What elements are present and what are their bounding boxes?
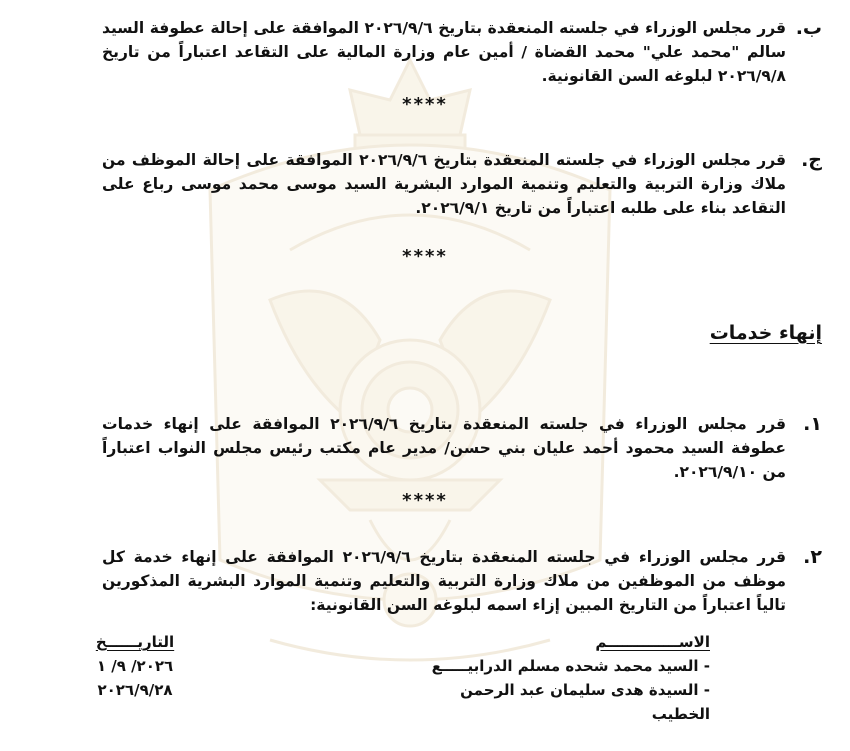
item-b-marker: ب. <box>795 17 822 39</box>
date-column-header: التاريــــــخ <box>95 633 175 651</box>
item-1 <box>102 412 822 484</box>
table-row <box>80 678 710 723</box>
section-heading: إنهاء خدمات <box>709 322 822 344</box>
table-header-row <box>80 630 710 654</box>
retirement-date: ٢٠٢٦/٩/٢٨ <box>97 681 173 699</box>
employee-name: - السيدة هدى سليمان عبد الرحمن الخطيب <box>460 681 710 723</box>
item-1-marker: ١. <box>803 413 822 435</box>
table-row <box>80 654 710 678</box>
separator-3: **** <box>402 490 448 511</box>
retirement-date: ٢٠٢٦/ ٩/ ١ <box>96 657 174 675</box>
item-2-text: قرر مجلس الوزراء في جلسته المنعقدة بتاريخ ٢٠٢٦/٩/٦ الموافقة على إنهاء خدمة كل موظف من الموظفين من ملاك وزارة التربية والتعليم وتنمية الموارد البشرية المذكورين تالياً اعتباراً من التاريخ المبين إزاء اسمه لبلوغه السن القانونية: <box>102 548 786 614</box>
separator-2: **** <box>402 246 448 267</box>
retirees-table <box>80 630 710 723</box>
item-b-text: قرر مجلس الوزراء في جلسته المنعقدة بتاريخ ٢٠٢٦/٩/٦ الموافقة على إحالة عطوفة السيد سالم "محمد علي" محمد القضاة / أمين عام وزارة المالية على التقاعد اعتباراً من تاريخ ٢٠٢٦/٩/٨ لبلوغه السن القانونية. <box>102 19 786 85</box>
name-column-header: الاســــــــــــــم <box>595 633 710 651</box>
item-j-marker: ج. <box>801 149 822 171</box>
item-j-text: قرر مجلس الوزراء في جلسته المنعقدة بتاريخ ٢٠٢٦/٩/٦ الموافقة على إحالة الموظف من ملاك وزارة التربية والتعليم وتنمية الموارد البشرية السيد موسى محمد موسى رباع على التقاعد بناء على طلبه اعتباراً من تاريخ ٢٠٢٦/٩/١. <box>102 151 786 217</box>
item-j <box>102 148 822 220</box>
item-2 <box>102 545 822 617</box>
item-2-marker: ٢. <box>803 546 822 568</box>
item-1-text: قرر مجلس الوزراء في جلسته المنعقدة بتاريخ ٢٠٢٦/٩/٦ الموافقة على إنهاء خدمات عطوفة السيد محمود أحمد عليان بني حسن/ مدير عام مكتب رئيس مجلس النواب اعتباراً من ٢٠٢٦/٩/١٠. <box>102 415 787 481</box>
item-b <box>102 16 822 88</box>
separator-1: **** <box>402 94 448 115</box>
employee-name: - السيد محمد شحده مسلم الدرابيـــــع <box>431 657 710 675</box>
